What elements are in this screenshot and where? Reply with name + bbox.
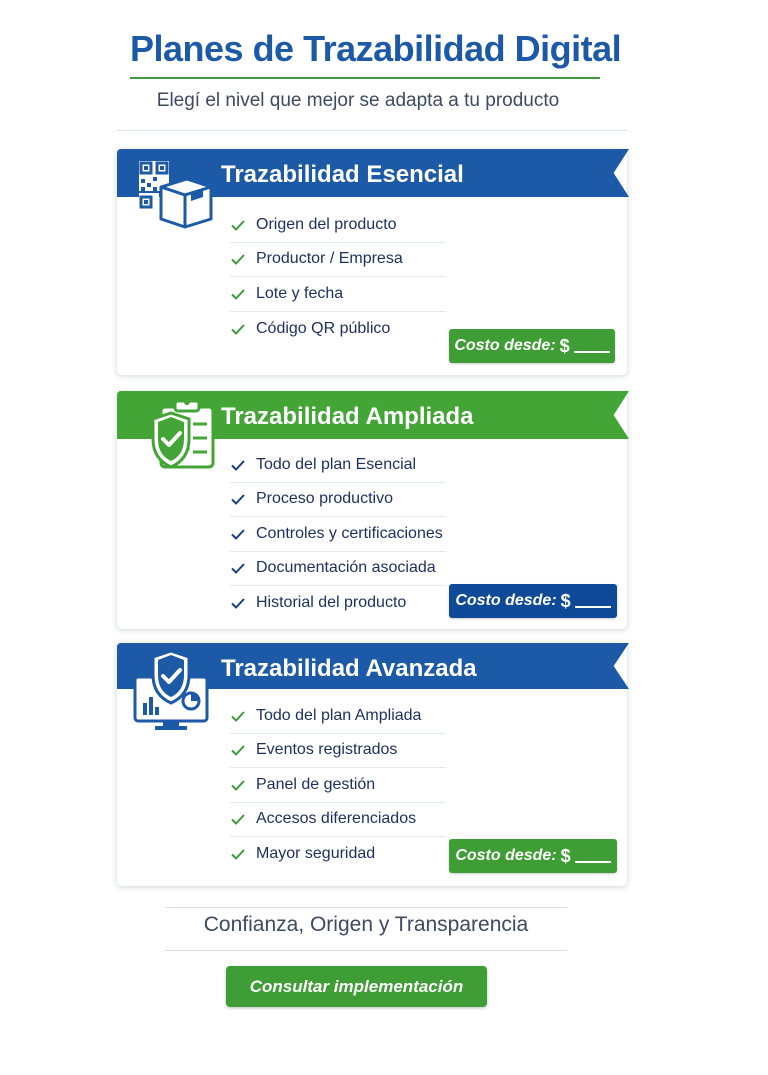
checkmark-icon [230,560,246,576]
feature-list [230,208,446,346]
price-button[interactable] [449,584,617,618]
feature-text: Proceso productivo [256,490,393,508]
shield-monitor-icon [131,649,221,733]
price-label: Costo desde: [454,337,556,354]
feature-text: Historial del producto [256,594,407,612]
consult-implementation-button[interactable]: Consultar implementación [226,966,487,1007]
checkmark-icon [230,811,246,827]
list-item [230,208,446,243]
price-blank [575,849,611,863]
tagline-divider-top [165,907,567,908]
list-item [230,586,446,621]
price-button[interactable] [449,329,615,363]
checkmark-icon [230,846,246,862]
feature-text: Documentación asociada [256,559,436,577]
list-item [230,803,446,838]
checkmark-icon [230,595,246,611]
checkmark-icon [230,526,246,542]
checkmark-icon [230,457,246,473]
price-button[interactable] [449,839,617,873]
price-label: Costo desde: [455,592,557,609]
feature-text: Todo del plan Ampliada [256,706,422,724]
checkmark-icon [230,742,246,758]
list-item [230,517,446,552]
tagline-divider-bottom [165,950,567,951]
list-item [230,552,446,587]
list-item [230,699,446,734]
tagline: Confianza, Origen y Transparencia [203,913,529,936]
price-symbol: $ [559,335,570,356]
subtitle-divider [117,130,627,131]
plan-card-avanzada [117,643,627,886]
qr-box-icon [131,157,221,241]
page-title: Planes de Trazabilidad Digital [130,28,622,69]
feature-text: Productor / Empresa [256,250,403,268]
list-item [230,312,446,347]
price-blank [574,339,610,353]
checkmark-icon [230,491,246,507]
checkmark-icon [230,708,246,724]
list-item [230,734,446,769]
checkmark-icon [230,321,246,337]
feature-text: Eventos registrados [256,741,398,759]
page-subtitle: Elegí el nivel que mejor se adapta a tu producto [156,90,560,111]
checkmark-icon [230,286,246,302]
feature-text: Mayor seguridad [256,845,376,863]
checkmark-icon [230,777,246,793]
feature-text: Código QR público [256,319,391,337]
feature-text: Origen del producto [256,215,397,233]
list-item [230,837,446,872]
feature-text: Controles y certificaciones [256,524,443,542]
list-item [230,448,446,483]
price-label: Costo desde: [455,847,557,864]
list-item [230,243,446,278]
feature-text: Lote y fecha [256,284,344,302]
feature-text: Panel de gestión [256,775,376,793]
price-symbol: $ [560,590,571,611]
plan-title: Trazabilidad Avanzada [221,655,477,682]
plan-card-ampliada [117,391,627,629]
list-item [230,483,446,518]
feature-list [230,699,446,872]
checkmark-icon [230,217,246,233]
plan-title: Trazabilidad Esencial [221,161,464,188]
checkmark-icon [230,251,246,267]
shield-clipboard-icon [131,397,221,481]
feature-text: Todo del plan Esencial [256,455,417,473]
price-symbol: $ [560,845,571,866]
plan-card-esencial [117,149,627,375]
list-item [230,277,446,312]
price-blank [575,594,611,608]
title-underline [130,77,600,79]
feature-text: Accesos diferenciados [256,810,417,828]
list-item [230,768,446,803]
plan-title: Trazabilidad Ampliada [221,403,474,430]
feature-list [230,448,446,621]
